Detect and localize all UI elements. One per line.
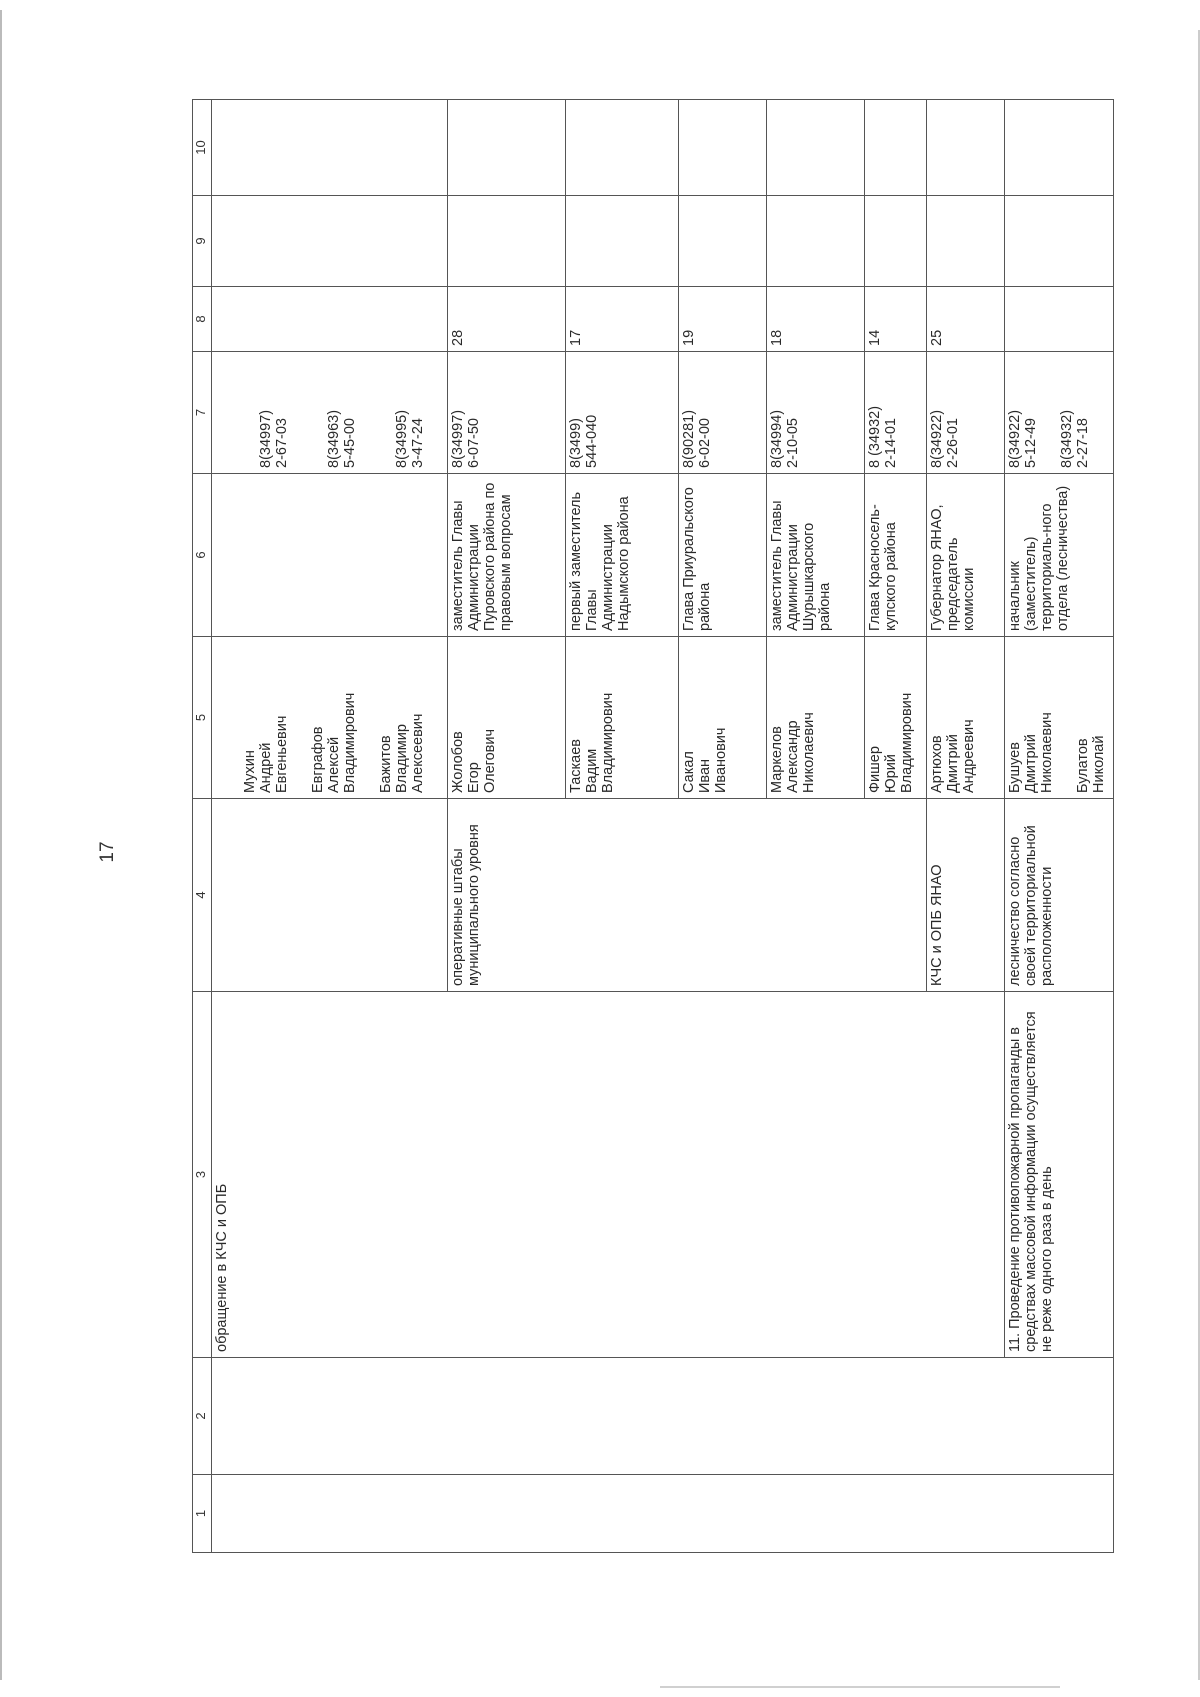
cell-name: Таскаев Вадим Владимирович: [565, 637, 679, 799]
cell-col10: [767, 100, 864, 196]
cell-position: заместитель Главы Администрации Пуровского района по правовым вопросам: [447, 474, 565, 637]
cell-col10: [679, 100, 767, 196]
cell-executor: [211, 799, 447, 992]
phone-block: 8(34995) 3-47-24: [393, 409, 426, 468]
header-cell: 1: [193, 1475, 212, 1553]
header-cell: 6: [193, 474, 212, 637]
name-block: Булатов Николай: [1075, 735, 1108, 793]
header-cell: 8: [193, 287, 212, 352]
table-row: [1005, 100, 1114, 1553]
cell-phone: 8(34997) 6-07-50: [447, 352, 565, 474]
cell-col9: [211, 196, 447, 287]
cell-col10: [565, 100, 679, 196]
cell-count: [211, 287, 447, 352]
header-cell: 4: [193, 799, 212, 992]
header-cell: 7: [193, 352, 212, 474]
cell-phones: [211, 352, 447, 474]
cell-measure: обращение в КЧС и ОПБ: [211, 992, 1005, 1358]
cell-position: Губернатор ЯНАО, председатель комиссии: [926, 474, 1005, 637]
cell-name: Маркелов Александр Николаевич: [767, 637, 864, 799]
header-cell: 3: [193, 992, 212, 1358]
cell-names: [1005, 637, 1114, 799]
phone-block: 8(34963) 5-45-00: [325, 409, 358, 468]
cell-col9: [926, 196, 1005, 287]
cell-col9: [1005, 196, 1114, 287]
cell-col9: [767, 196, 864, 287]
cell-name: Жолобов Егор Олегович: [447, 637, 565, 799]
cell-col10: [864, 100, 926, 196]
page-number: 17: [97, 841, 118, 863]
cell-position: первый заместитель Главы Администрации Надымского района: [565, 474, 679, 637]
phone-block: 8(34922) 5-12-49: [1007, 409, 1040, 468]
cell-count: 19: [679, 287, 767, 352]
name-block: Мухин Андрей Евгеньевич: [241, 715, 290, 793]
commission-table: [192, 99, 1114, 1553]
cell-col9: [447, 196, 565, 287]
cell-name: Сакал Иван Иванович: [679, 637, 767, 799]
cell-position: Глава Красносель-купского района: [864, 474, 926, 637]
name-block: Бушуев Дмитрий Николаевич: [1007, 712, 1056, 793]
cell-col10: [211, 100, 447, 196]
cell-name: Артюхов Дмитрий Андреевич: [926, 637, 1005, 799]
cell-count: 17: [565, 287, 679, 352]
cell-phone: 8(90281) 6-02-00: [679, 352, 767, 474]
table-row: [211, 100, 447, 1553]
header-cell: 9: [193, 196, 212, 287]
cell-phone: 8(34922) 2-26-01: [926, 352, 1005, 474]
document-sheet: [192, 100, 1114, 1553]
header-cell: 5: [193, 637, 212, 799]
cell-executor: КЧС и ОПБ ЯНАО: [926, 799, 1005, 992]
cell-position: [211, 474, 447, 637]
cell-position: заместитель Главы Администрации Шурышкарского района: [767, 474, 864, 637]
cell-col10: [1005, 100, 1114, 196]
cell-col1: [211, 1475, 1113, 1553]
cell-names: [211, 637, 447, 799]
cell-col9: [565, 196, 679, 287]
scan-edge-left: [0, 10, 2, 1680]
cell-executor-municipal: оперативные штабы муниципального уровня: [447, 799, 926, 992]
cell-executor: лесничество согласно своей территориальной расположенности: [1005, 799, 1114, 992]
cell-col10: [926, 100, 1005, 196]
name-block: Бажитов Владимир Алексеевич: [377, 713, 426, 793]
cell-count: 14: [864, 287, 926, 352]
cell-count: 25: [926, 287, 1005, 352]
header-row: [193, 100, 212, 1553]
cell-position: начальник (заместитель) территориаль-ного отдела (лесничества): [1005, 474, 1114, 637]
cell-count: 18: [767, 287, 864, 352]
cell-col9: [864, 196, 926, 287]
cell-position: Глава Приуральского района: [679, 474, 767, 637]
scan-artifact: [660, 1686, 1060, 1688]
cell-col10: [447, 100, 565, 196]
cell-phone: 8 (34932) 2-14-01: [864, 352, 926, 474]
name-block: Евграфов Алексей Владимирович: [309, 692, 358, 793]
cell-phone: 8(3499) 544-040: [565, 352, 679, 474]
phone-block: 8(34997) 2-67-03: [257, 409, 290, 468]
cell-name: Фишер Юрий Владимирович: [864, 637, 926, 799]
cell-count: [1005, 287, 1114, 352]
cell-col2: [211, 1358, 1113, 1475]
cell-measure: 11. Проведение противопожарной пропаганды в средствах массовой информации осуществляется не реже одного раза в день: [1005, 992, 1114, 1358]
cell-count: 28: [447, 287, 565, 352]
phone-block: 8(34932) 2-27-18: [1059, 409, 1092, 468]
cell-phone: 8(34994) 2-10-05: [767, 352, 864, 474]
header-cell: 10: [193, 100, 212, 196]
header-cell: 2: [193, 1358, 212, 1475]
cell-phones: [1005, 352, 1114, 474]
rotated-table-wrapper: [192, 100, 1114, 1553]
cell-col9: [679, 196, 767, 287]
